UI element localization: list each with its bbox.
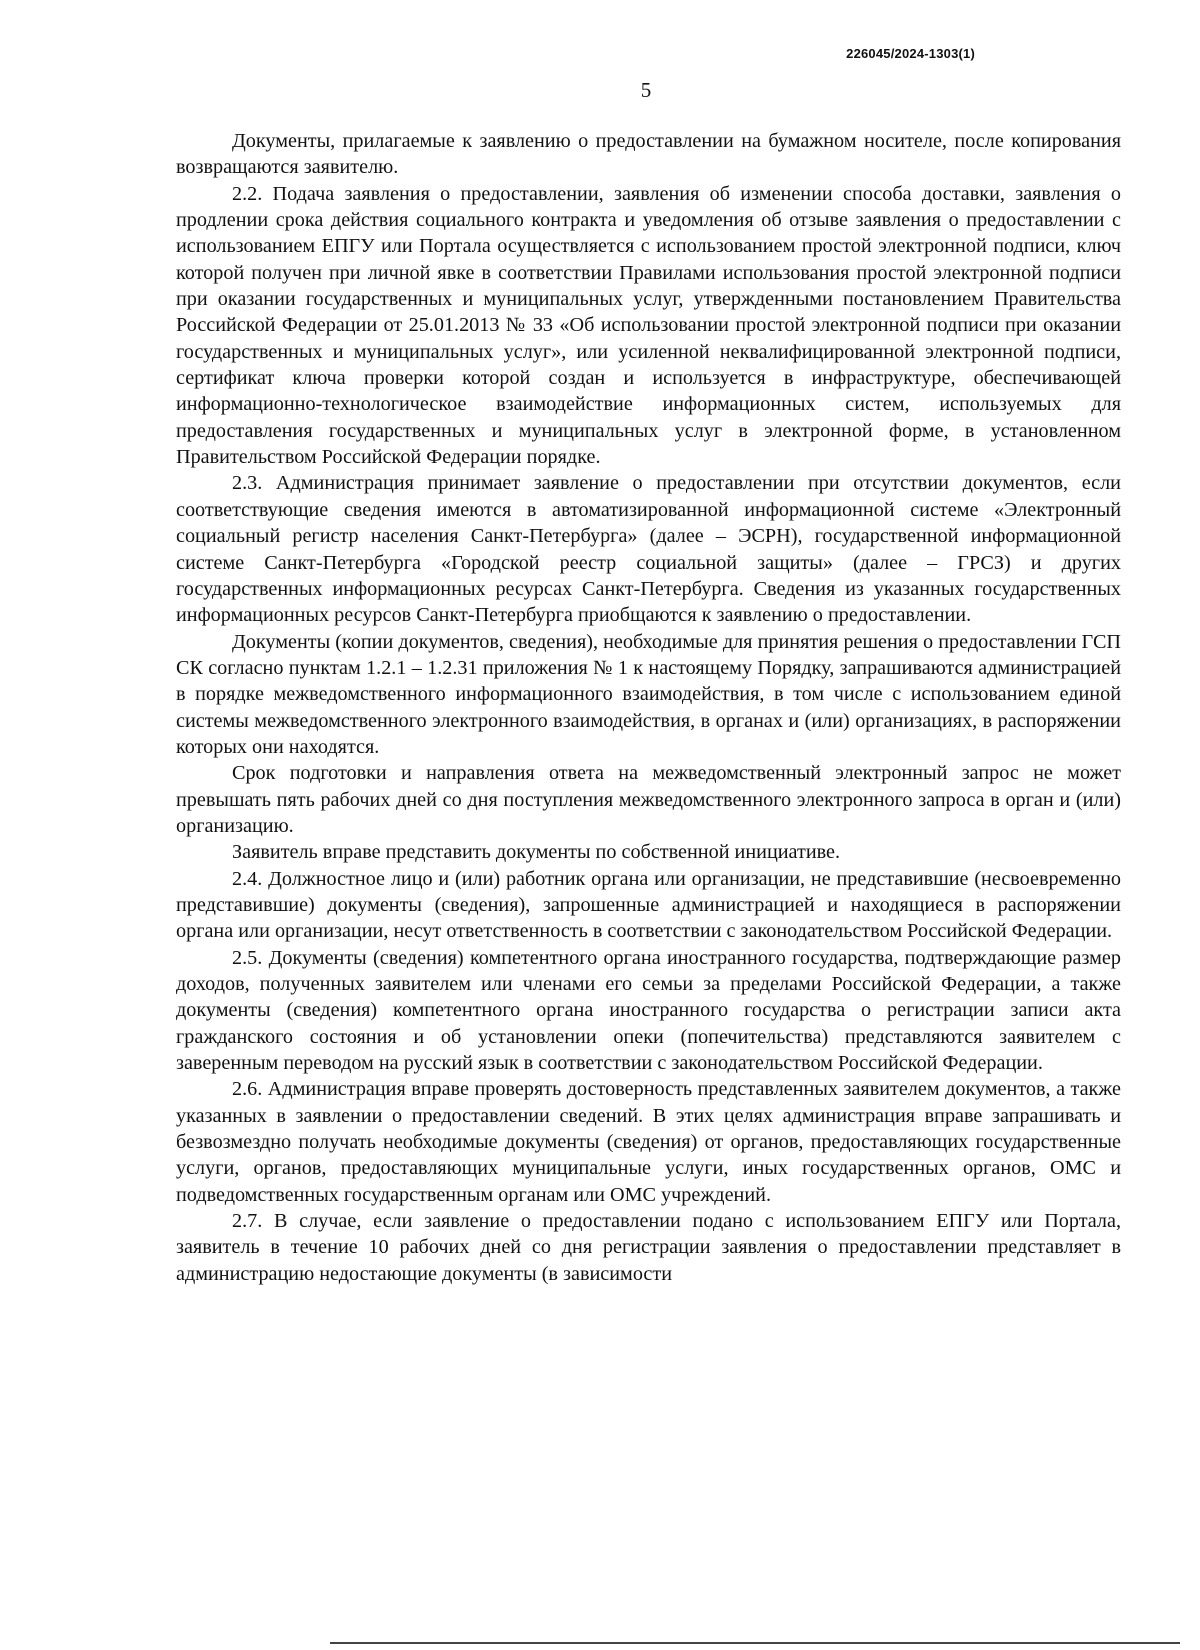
paragraph: Срок подготовки и направления ответа на межведомственный электронный запрос не может превышать пять рабочих дней со дня поступления межведомственного электронного запроса в орган и (или) организацию. [176, 762, 1121, 837]
paragraph: 2.6. Администрация вправе проверять достоверность представленных заявителем документов, а также указанных в заявлении о предоставлении сведений. В этих целях администрация вправе запрашивать и безвозмездно получать необходимые документы (сведения) от органов, предоставляющих государственные услуги, органов, предоставляющих муниципальные услуги, иных государственных органов, ОМС и подведомственных государственным органам или ОМС учреждений. [176, 1078, 1121, 1206]
paragraph: 2.5. Документы (сведения) компетентного органа иностранного государства, подтверждающие размер доходов, полученных заявителем или членами его семьи за пределами Российской Федерации, а также документы (сведения) компетентного органа иностранного государства о регистрации записи акта гражданского состояния и об установлении опеки (попечительства) представляются заявителем с заверенным переводом на русский язык в соответствии с законодательством Российской Федерации. [176, 946, 1121, 1075]
paragraph: Заявитель вправе представить документы по собственной инициативе. [232, 841, 841, 864]
paragraph: 2.4. Должностное лицо и (или) работник органа или организации, не представившие (несвоевременно представившие) документы (сведения), запрошенные администрацией и находящиеся в распоряжении органа или организации, несут ответственность в соответствии с законодательством Российской Федерации. [176, 867, 1121, 943]
paragraph: Документы, прилагаемые к заявлению о предоставлении на бумажном носителе, после копирования возвращаются заявителю. [176, 130, 1121, 179]
document-number: 226045/2024-1303(1) [846, 46, 975, 61]
page-number: 5 [640, 78, 652, 102]
document-body [176, 128, 1121, 1287]
paragraph: Документы (копии документов, сведения), необходимые для принятия решения о предоставлении ГСП СК согласно пунктам 1.2.1 – 1.2.31 приложения № 1 к настоящему Порядку, запрашиваются администрацией в порядке межведомственного информационного взаимодействия, в том числе с использованием единой системы межведомственного электронного взаимодействия, в органах и (или) организациях, в распоряжении которых они находятся. [176, 630, 1121, 758]
paragraph: 2.3. Администрация принимает заявление о предоставлении при отсутствии документов, если соответствующие сведения имеются в автоматизированной информационной системе «Электронный социальный регистр населения Санкт-Петербурга» (далее – ЭСРН), государственной информационной системе Санкт-Петербурга «Городской реестр социальной защиты» (далее – ГРСЗ) и других государственных информационных ресурсах Санкт-Петербурга. Сведения из указанных государственных информационных ресурсов Санкт-Петербурга приобщаются к заявлению о предоставлении. [176, 472, 1121, 627]
paragraph: 2.2. Подача заявления о предоставлении, заявления об изменении способа доставки, заявления о продлении срока действия социального контракта и уведомления об отзыве заявления о предоставлении с использованием ЕПГУ или Портала осуществляется с использованием простой электронной подписи, ключ которой получен при личной явке в соответствии Правилами использования простой электронной подписи при оказании государственных и муниципальных услуг, утвержденными постановлением Правительства Российской Федерации от 25.01.2013 № 33 «Об использовании простой электронной подписи при оказании государственных и муниципальных услуг», или усиленной неквалифицированной электронной подписи, сертификат ключа проверки которой создан и используется в инфраструктуре, обеспечивающей информационно-технологическое взаимодействие информационных систем, используемых для предоставления государственных и муниципальных услуг в электронной форме, в установленном Правительством Российской Федерации порядке. [176, 182, 1121, 469]
scan-edge-line [330, 1642, 1180, 1644]
paragraph: 2.7. В случае, если заявление о предоставлении подано с использованием ЕПГУ или Портала, заявитель в течение 10 рабочих дней со дня регистрации заявления о предоставлении представляет в администрацию недостающие документы (в зависимости [176, 1210, 1121, 1285]
